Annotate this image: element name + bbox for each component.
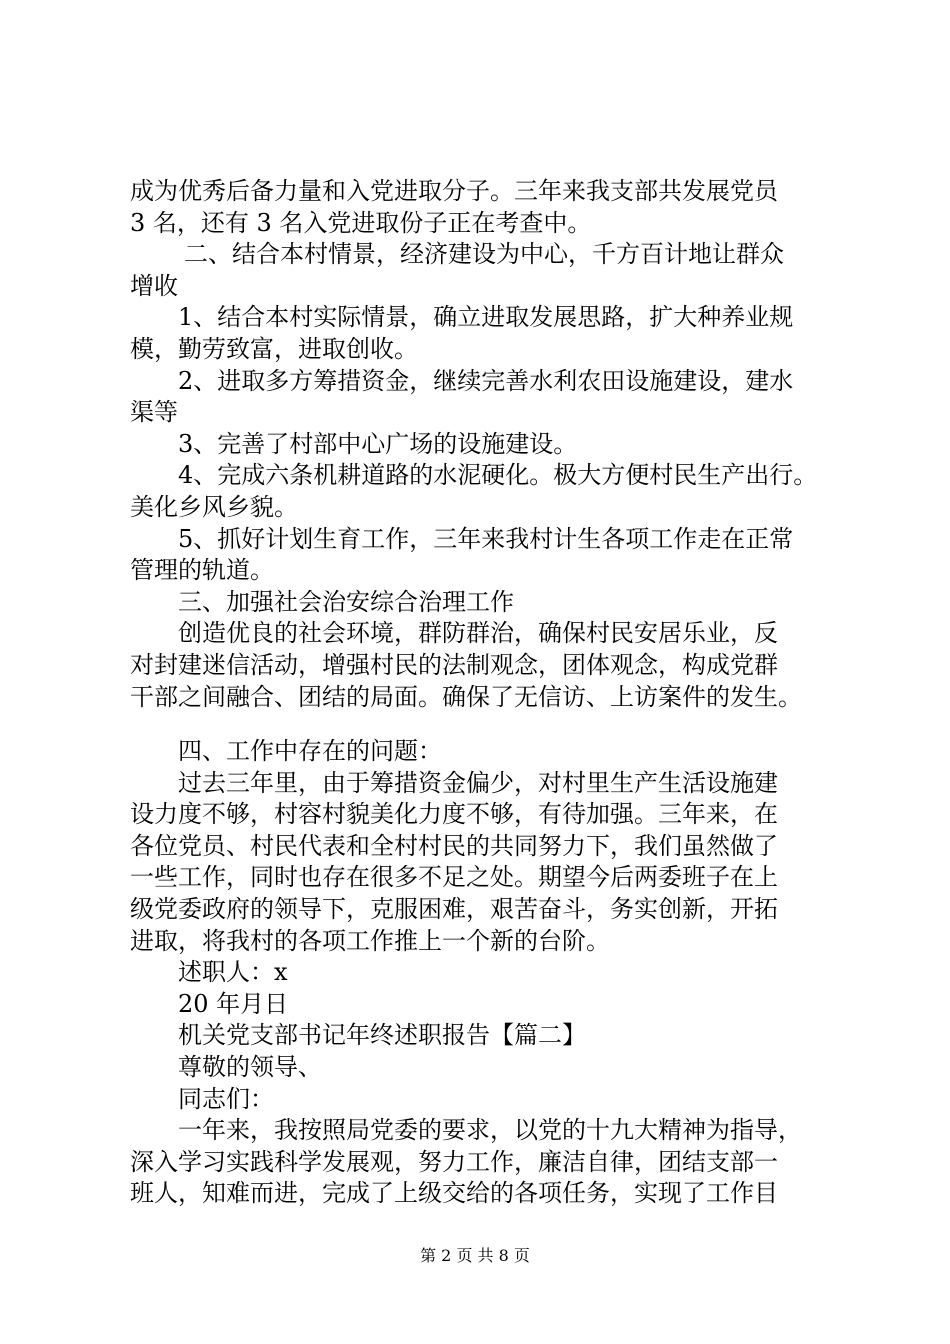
text-line: 3 名，还有 3 名入党进取份子正在考查中。 [130, 208, 592, 237]
section-heading: 三、加强社会治安综合治理工作 [178, 587, 514, 616]
paragraph-first-line: 一年来，我按照局党委的要求，以党的十九大精神为指导， [178, 1116, 802, 1145]
text-line: 成为优秀后备力量和入党进取分子。三年来我支部共发展党员 [130, 177, 778, 205]
signature-line: 述职人：x [178, 958, 288, 987]
page-number-footer: 第 2 页 共 8 页 [420, 1246, 530, 1265]
text-line: 深入学习实践科学发展观，努力工作，廉洁自律，团结支部一 [130, 1147, 778, 1176]
document-body [130, 176, 835, 1210]
paragraph-gap [130, 713, 835, 736]
section-heading: 二、结合本村情景，经济建设为中心，千方百计地让群众 [184, 240, 784, 269]
text-line: 级党委政府的领导下，克服困难，艰苦奋斗，务实创新，开拓 [130, 895, 778, 924]
list-item: 1、结合本村实际情景，确立进取发展思路，扩大种养业规 [178, 303, 794, 332]
text-line: 设力度不够，村容村貌美化力度不够，有待加强。三年来，在 [130, 800, 778, 829]
text-line: 进取，将我村的各项工作推上一个新的台阶。 [130, 926, 610, 955]
text-line: 增收 [130, 271, 178, 300]
text-line: 一些工作，同时也存在很多不足之处。期望今后两委班子在上 [130, 863, 778, 892]
paragraph-first-line: 过去三年里，由于筹措资金偏少，对村里生产生活设施建 [178, 768, 778, 797]
text-line: 对封建迷信活动，增强村民的法制观念，团体观念，构成党群 [130, 650, 778, 679]
salutation: 尊敬的领导、 [178, 1053, 322, 1082]
text-line: 美化乡风乡貌。 [130, 492, 298, 521]
text-line: 管理的轨道。 [130, 556, 274, 585]
text-line: 渠等 [130, 398, 178, 427]
list-item: 3、完善了村部中心广场的设施建设。 [178, 429, 578, 458]
text-line: 模，勤劳致富，进取创收。 [130, 334, 418, 363]
paragraph-first-line: 创造优良的社会环境，群防群治，确保村民安居乐业，反 [178, 619, 778, 648]
text-line: 班人，知难而进，完成了上级交给的各项任务，实现了工作目 [130, 1179, 778, 1208]
list-item: 4、完成六条机耕道路的水泥硬化。极大方便村民生产出行。 [178, 461, 818, 490]
salutation: 同志们： [178, 1084, 274, 1113]
report-title: 机关党支部书记年终述职报告【篇二】 [178, 1021, 586, 1050]
text-line: 干部之间融合、团结的局面。确保了无信访、上访案件的发生。 [130, 682, 802, 711]
text-line: 各位党员、村民代表和全村村民的共同努力下，我们虽然做了 [130, 831, 778, 860]
list-item: 5、抓好计划生育工作，三年来我村计生各项工作走在正常 [178, 524, 794, 553]
list-item: 2、进取多方筹措资金，继续完善水利农田设施建设，建水 [178, 366, 794, 395]
date-line: 20 年月日 [178, 989, 289, 1018]
section-heading: 四、工作中存在的问题： [178, 737, 442, 766]
